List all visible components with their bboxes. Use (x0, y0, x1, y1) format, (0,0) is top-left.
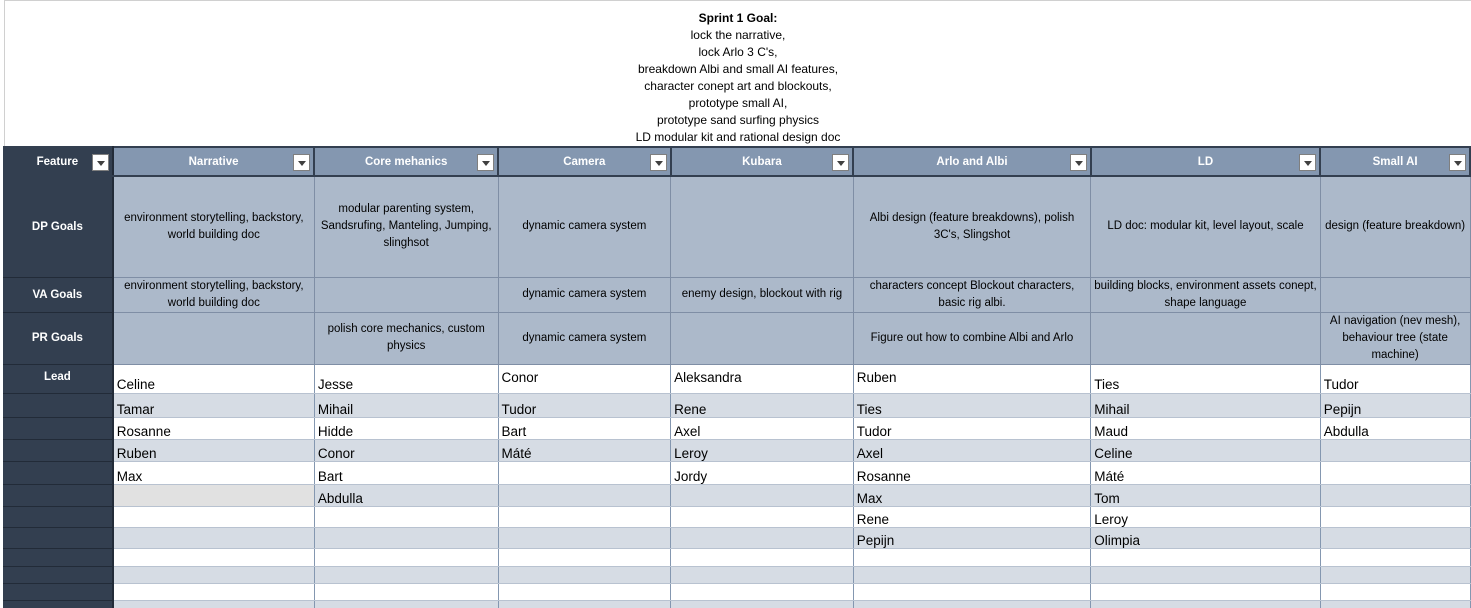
filter-dropdown-icon[interactable] (293, 154, 310, 171)
member-cell[interactable] (671, 548, 854, 566)
goal-cell[interactable]: Albi design (feature breakdowns), polish 3C's, Slingshot (853, 176, 1090, 277)
member-cell[interactable]: Mihail (1091, 393, 1320, 417)
member-cell[interactable]: Rosanne (853, 461, 1090, 484)
column-header-camera[interactable] (498, 147, 671, 176)
lead-cell[interactable]: Tudor (1320, 364, 1470, 393)
member-cell[interactable] (1091, 583, 1320, 600)
member-cell[interactable]: Max (853, 484, 1090, 506)
member-cell[interactable] (113, 527, 315, 548)
row-label-blank[interactable] (3, 548, 113, 566)
sprint-goal-line: breakdown Albi and small AI features, (637, 62, 839, 76)
member-cell[interactable]: Rene (671, 393, 854, 417)
dp-goals-row (3, 176, 1470, 277)
member-cell[interactable]: Max (113, 461, 315, 484)
member-cell[interactable]: Máté (1091, 461, 1320, 484)
column-header-label: Core mehanics (364, 155, 448, 168)
member-cell[interactable]: Rene (853, 506, 1090, 527)
member-cell[interactable] (671, 566, 854, 583)
column-header-core-mechanics[interactable] (314, 147, 498, 176)
member-cell[interactable] (1320, 461, 1470, 484)
member-cell[interactable] (314, 566, 498, 583)
member-cell[interactable] (1091, 566, 1320, 583)
column-header-ld[interactable] (1091, 147, 1320, 176)
row-label-va-goals[interactable]: VA Goals (3, 277, 113, 312)
member-cell[interactable] (671, 600, 854, 608)
goal-cell[interactable]: dynamic camera system (498, 277, 671, 312)
member-cell[interactable] (113, 506, 315, 527)
filter-dropdown-icon[interactable] (832, 154, 849, 171)
member-cell[interactable] (671, 506, 854, 527)
member-cell[interactable]: Ties (853, 393, 1090, 417)
member-cell[interactable] (1320, 484, 1470, 506)
filter-dropdown-icon[interactable] (1070, 154, 1087, 171)
member-cell[interactable]: Pepijn (853, 527, 1090, 548)
member-cell[interactable] (1320, 583, 1470, 600)
member-row (3, 461, 1470, 484)
lead-cell[interactable]: Ties (1091, 364, 1320, 393)
member-cell[interactable]: Celine (1091, 439, 1320, 461)
member-cell[interactable] (853, 548, 1090, 566)
filter-dropdown-icon[interactable] (650, 154, 667, 171)
member-row (3, 417, 1470, 439)
member-row (3, 506, 1470, 527)
sprint-goal-line: lock Arlo 3 C's, (698, 45, 778, 59)
column-header-label: LD (1197, 155, 1214, 168)
column-header-narrative[interactable] (113, 147, 315, 176)
member-cell[interactable] (853, 600, 1090, 608)
sprint-goal-line: prototype sand surfing physics (656, 113, 820, 127)
lead-cell[interactable]: Jesse (314, 364, 498, 393)
member-cell[interactable] (1320, 506, 1470, 527)
member-cell[interactable]: Jordy (671, 461, 854, 484)
member-row (3, 600, 1470, 608)
goal-cell[interactable] (1320, 277, 1470, 312)
member-cell[interactable] (498, 548, 671, 566)
goal-cell[interactable]: enemy design, blockout with rig (671, 277, 854, 312)
column-header-label: Small AI (1372, 155, 1418, 168)
member-cell[interactable]: Rosanne (113, 417, 315, 439)
member-cell[interactable] (1320, 600, 1470, 608)
member-row (3, 484, 1470, 506)
filter-dropdown-icon[interactable] (92, 154, 109, 171)
header-row (3, 147, 1470, 176)
member-cell[interactable] (853, 566, 1090, 583)
member-cell[interactable] (1091, 600, 1320, 608)
member-cell[interactable] (853, 583, 1090, 600)
goal-cell[interactable]: environment storytelling, backstory, world building doc (113, 277, 315, 312)
member-cell[interactable] (113, 600, 315, 608)
pr-goals-row (3, 312, 1470, 364)
column-header-label: Kubara (742, 155, 782, 168)
members-body (3, 393, 1470, 608)
column-header-label: Arlo and Albi (936, 155, 1008, 168)
lead-cell[interactable]: Celine (113, 364, 315, 393)
member-cell[interactable] (1320, 439, 1470, 461)
member-cell[interactable] (314, 600, 498, 608)
va-goals-row (3, 277, 1470, 312)
lead-cell[interactable]: Conor (498, 364, 671, 393)
member-cell[interactable]: Abdulla (314, 484, 498, 506)
member-cell[interactable] (498, 527, 671, 548)
row-label-dp-goals[interactable]: DP Goals (3, 176, 113, 277)
filter-dropdown-icon[interactable] (1299, 154, 1316, 171)
member-row (3, 583, 1470, 600)
row-label-blank[interactable] (3, 583, 113, 600)
row-label-blank[interactable] (3, 484, 113, 506)
column-header-kubara[interactable] (671, 147, 854, 176)
goal-cell[interactable] (1091, 312, 1320, 364)
goal-cell[interactable]: polish core mechanics, custom physics (314, 312, 498, 364)
member-cell[interactable] (498, 484, 671, 506)
row-label-blank[interactable] (3, 600, 113, 608)
column-header-small-ai[interactable] (1320, 147, 1470, 176)
member-cell[interactable]: Pepijn (1320, 393, 1470, 417)
row-label-blank[interactable] (3, 566, 113, 583)
goal-cell[interactable]: dynamic camera system (498, 176, 671, 277)
member-cell[interactable] (314, 548, 498, 566)
goal-cell[interactable]: LD doc: modular kit, level layout, scale (1091, 176, 1320, 277)
row-label-blank[interactable] (3, 393, 113, 417)
member-cell[interactable] (1320, 548, 1470, 566)
goal-cell[interactable]: AI navigation (nev mesh), behaviour tree (state machine) (1320, 312, 1470, 364)
goal-cell[interactable] (113, 312, 315, 364)
goal-cell[interactable] (314, 277, 498, 312)
column-header-arlo-and-albi[interactable] (853, 147, 1090, 176)
row-label-pr-goals[interactable]: PR Goals (3, 312, 113, 364)
filter-dropdown-icon[interactable] (1449, 154, 1466, 171)
member-cell[interactable] (1320, 527, 1470, 548)
sprint-goal-line: LD modular kit and rational design doc (635, 130, 841, 144)
member-cell[interactable] (113, 583, 315, 600)
goal-cell[interactable]: characters concept Blockout characters, basic rig albi. (853, 277, 1090, 312)
lead-cell[interactable]: Aleksandra (671, 364, 854, 393)
column-header-label: Feature (36, 155, 79, 168)
goal-cell[interactable]: modular parenting system, Sandsrufing, Manteling, Jumping, slinghsot (314, 176, 498, 277)
sprint-goal-line: lock the narrative, (690, 28, 786, 42)
goal-cell[interactable]: design (feature breakdown) (1320, 176, 1470, 277)
column-header-label: Camera (563, 155, 606, 168)
member-cell[interactable] (498, 566, 671, 583)
goal-cell[interactable]: dynamic camera system (498, 312, 671, 364)
member-cell[interactable]: Bart (314, 461, 498, 484)
member-row (3, 566, 1470, 583)
member-cell[interactable] (1320, 566, 1470, 583)
member-row (3, 439, 1470, 461)
column-header-feature[interactable] (3, 147, 113, 176)
row-label-blank[interactable] (3, 417, 113, 439)
lead-cell[interactable]: Ruben (853, 364, 1090, 393)
member-cell[interactable] (314, 527, 498, 548)
row-label-blank[interactable] (3, 461, 113, 484)
member-cell[interactable] (671, 527, 854, 548)
sprint-goal-banner[interactable] (4, 0, 1471, 146)
member-cell[interactable] (498, 506, 671, 527)
member-cell[interactable]: Conor (314, 439, 498, 461)
member-cell[interactable] (498, 461, 671, 484)
member-cell[interactable] (671, 484, 854, 506)
member-cell[interactable]: Tudor (853, 417, 1090, 439)
goal-cell[interactable] (671, 176, 854, 277)
member-cell[interactable]: Mihail (314, 393, 498, 417)
sprint-goal-line: prototype small AI, (688, 96, 788, 110)
member-cell[interactable] (671, 583, 854, 600)
member-cell[interactable] (113, 548, 315, 566)
filter-dropdown-icon[interactable] (477, 154, 494, 171)
member-cell[interactable]: Tudor (498, 393, 671, 417)
member-cell[interactable] (113, 484, 315, 506)
member-cell[interactable]: Ruben (113, 439, 315, 461)
goal-cell[interactable] (671, 312, 854, 364)
member-cell[interactable]: Tom (1091, 484, 1320, 506)
member-row (3, 527, 1470, 548)
member-cell[interactable]: Axel (853, 439, 1090, 461)
member-cell[interactable]: Maud (1091, 417, 1320, 439)
goal-cell[interactable]: Figure out how to combine Albi and Arlo (853, 312, 1090, 364)
member-cell[interactable]: Hidde (314, 417, 498, 439)
member-cell[interactable]: Abdulla (1320, 417, 1470, 439)
member-cell[interactable]: Tamar (113, 393, 315, 417)
member-cell[interactable] (113, 566, 315, 583)
member-cell[interactable] (1091, 548, 1320, 566)
goal-cell[interactable]: environment storytelling, backstory, world building doc (113, 176, 315, 277)
member-cell[interactable]: Bart (498, 417, 671, 439)
member-cell[interactable] (314, 506, 498, 527)
lead-row (3, 364, 1470, 393)
member-row (3, 548, 1470, 566)
row-label-lead[interactable]: Lead (3, 364, 113, 393)
member-cell[interactable]: Leroy (1091, 506, 1320, 527)
member-cell[interactable] (498, 600, 671, 608)
column-header-label: Narrative (188, 155, 239, 168)
row-label-blank[interactable] (3, 439, 113, 461)
row-label-blank[interactable] (3, 527, 113, 548)
sprint-goal-title: Sprint 1 Goal: (698, 11, 778, 25)
member-cell[interactable]: Leroy (671, 439, 854, 461)
goal-cell[interactable]: building blocks, environment assets conept, shape language (1091, 277, 1320, 312)
member-cell[interactable]: Olimpia (1091, 527, 1320, 548)
member-cell[interactable]: Axel (671, 417, 854, 439)
feature-table (3, 146, 1471, 608)
member-row (3, 393, 1470, 417)
member-cell[interactable] (498, 583, 671, 600)
row-label-blank[interactable] (3, 506, 113, 527)
member-cell[interactable] (314, 583, 498, 600)
sprint-goal-line: character conept art and blockouts, (644, 79, 832, 93)
member-cell[interactable]: Máté (498, 439, 671, 461)
